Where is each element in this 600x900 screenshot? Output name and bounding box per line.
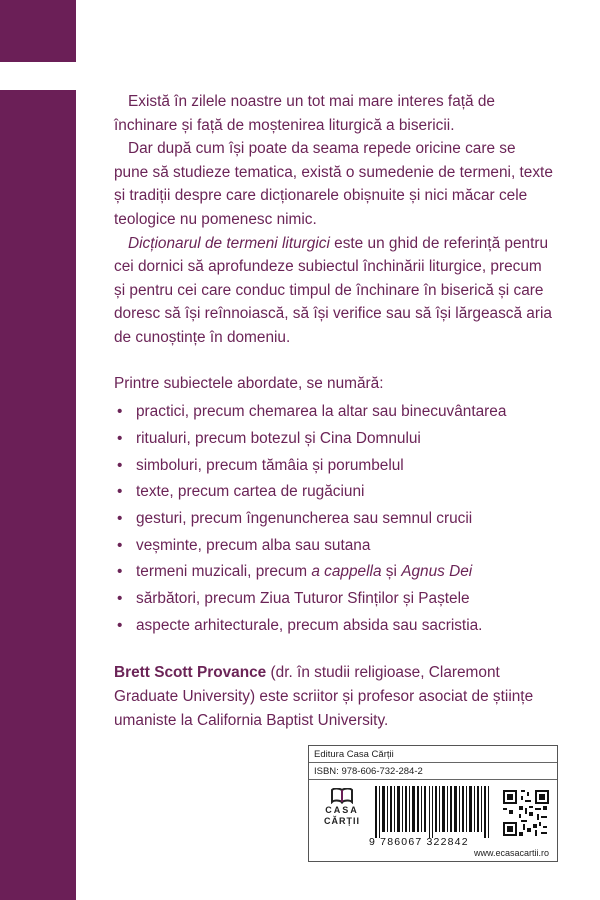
barcode-digits: 9 786067 322842 [369, 836, 469, 848]
intro-paragraph-1: Există în zilele noastre un tot mai mare interes față de închinare și față de moștenirea liturgică a bisericii. [114, 93, 495, 134]
author-bio [114, 661, 554, 732]
logo-text-casa: CASA [325, 805, 359, 815]
side-accent-bar [0, 90, 76, 900]
bullet-icon: • [117, 563, 123, 581]
intro-paragraph-2: Dar după cum își poate da seama repede oricine care se pune să studieze tematica, există o sumedenie de termeni, texte și tradiții despre care dicționarele obișnuite și nici măcar cele teologice nu pomenesc nimic. [114, 140, 553, 228]
logo-text-cartii: CĂRȚII [324, 816, 360, 826]
list-item: • practici, precum chemarea la altar sau binecuvântarea [114, 399, 554, 426]
author-name: Brett Scott Provance [114, 664, 267, 682]
bullet-icon: • [117, 536, 123, 554]
bullet-icon: • [117, 483, 123, 501]
list-item: • ritualuri, precum botezul și Cina Domnului [114, 426, 554, 453]
book-title: Dicționarul de termeni liturgici [128, 234, 330, 252]
publisher-logo [317, 788, 367, 827]
publisher-box [308, 745, 558, 862]
publisher-name: Editura Casa Cărții [309, 746, 557, 763]
book-logo-icon [330, 788, 354, 804]
bullet-icon: • [117, 509, 123, 527]
list-item: • aspecte arhitecturale, precum absida sau sacristia. [114, 613, 554, 640]
barcode-icon [373, 786, 491, 838]
topics-list [114, 399, 554, 639]
bullet-icon: • [117, 589, 123, 607]
list-item: • veșminte, precum alba sau sutana [114, 533, 554, 560]
publisher-website: www.ecasacartii.ro [473, 848, 549, 858]
list-item: • sărbători, precum Ziua Tuturor Sfinților și Paștele [114, 586, 554, 613]
list-item: • gesturi, precum îngenuncherea sau semnul crucii [114, 506, 554, 533]
intro-paragraph-3 [114, 232, 554, 350]
list-item: • simboluri, precum tămâia și porumbelul [114, 453, 554, 480]
back-cover-text [114, 90, 554, 732]
topics-heading: Printre subiectele abordate, se numără: [114, 374, 384, 392]
list-item: • termeni muzicali, precum a cappella și Agnus Dei [114, 559, 554, 586]
list-item: • texte, precum cartea de rugăciuni [114, 479, 554, 506]
intro-paragraph-3-rest: este un ghid de referință pentru cei dornici să aprofundeze subiectul închinării liturgice, precum și pentru cei care conduc timpul de închinare în biserică și care doresc să își reînnoiască, să își verifice sau să își lărgească aria de cunoștințe în domeniu. [114, 234, 552, 346]
bullet-icon: • [117, 429, 123, 447]
bullet-icon: • [117, 616, 123, 634]
bullet-icon: • [117, 456, 123, 474]
author-bio-text: (dr. în studii religioase, Claremont Graduate University) este scriitor și profesor asociat de științe umaniste la California Baptist University. [114, 664, 534, 729]
bullet-icon: • [117, 403, 123, 421]
qr-code-icon [503, 790, 549, 836]
isbn-label: ISBN: 978-606-732-284-2 [309, 763, 557, 780]
top-accent-bar [0, 0, 76, 62]
